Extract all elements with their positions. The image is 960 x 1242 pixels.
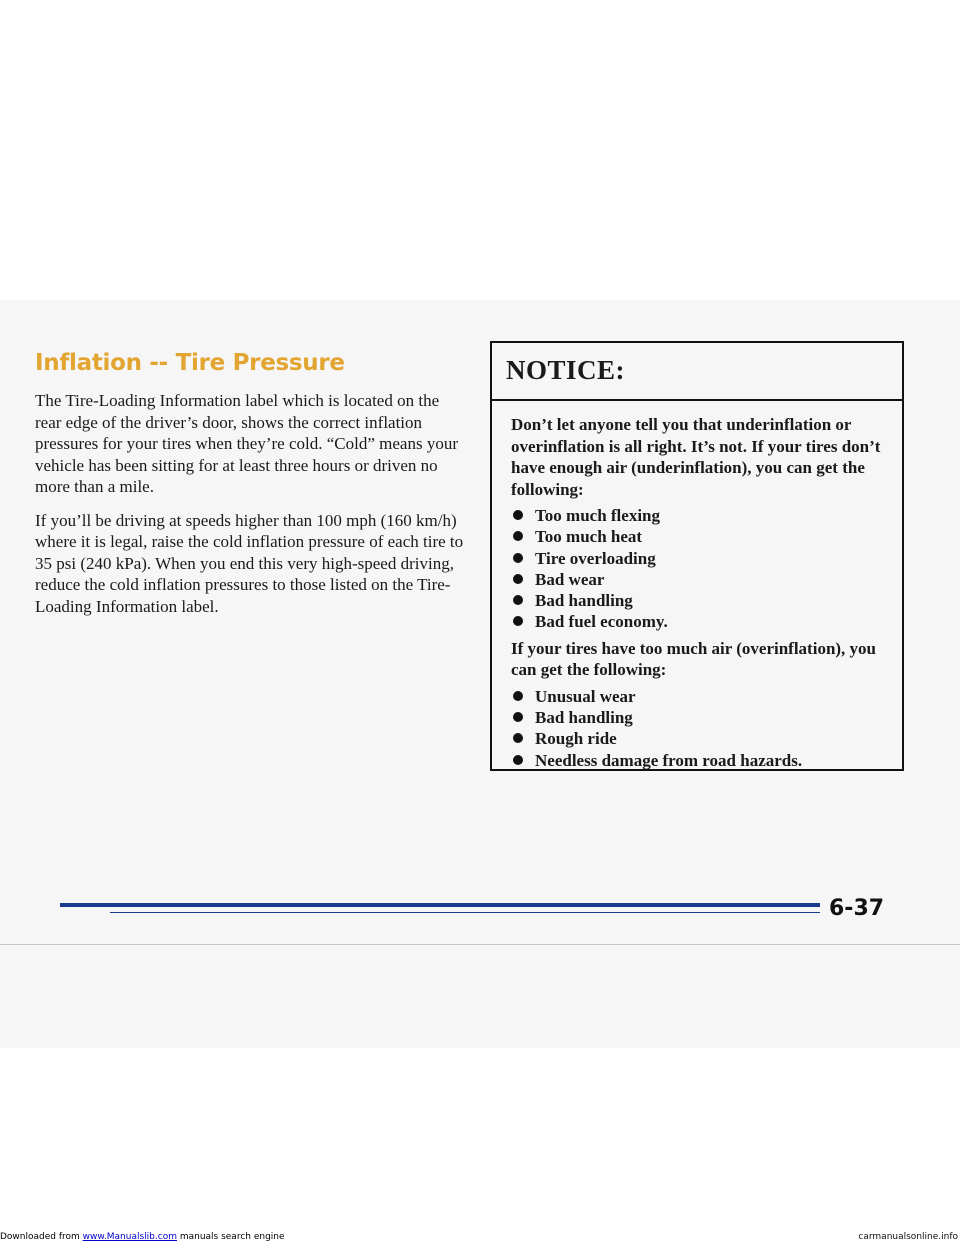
bullet-icon	[513, 595, 523, 605]
notice-box	[490, 341, 904, 771]
list-item-text: Unusual wear	[535, 686, 636, 706]
footer-suffix: manuals search engine	[176, 1232, 285, 1242]
list-item-text: Rough ride	[535, 729, 617, 749]
footer-rule-thick	[60, 903, 820, 907]
notice-intro: Don’t let anyone tell you that underinflation or overinflation is all right. It’s not. If your tires don’t have enough air (underinflation), you can get the following:	[511, 415, 881, 499]
list-item-text: Too much heat	[535, 527, 643, 547]
footer-left	[0, 1232, 285, 1242]
list-item	[511, 590, 886, 611]
bullet-icon	[513, 553, 523, 563]
over-list	[511, 686, 886, 771]
list-item-text: Needless damage from road hazards.	[535, 750, 803, 770]
page-number: 6-37	[829, 896, 885, 921]
divider	[0, 944, 960, 945]
section-heading: Inflation -- Tire Pressure	[35, 350, 345, 376]
list-item-text: Bad wear	[535, 569, 605, 589]
bullet-icon	[513, 574, 523, 584]
list-item	[511, 750, 886, 771]
notice-body	[492, 401, 902, 771]
notice-over-intro: If your tires have too much air (overinflation), you can get the following:	[511, 638, 877, 680]
bullet-icon	[513, 616, 523, 626]
list-item	[511, 505, 886, 526]
bullet-icon	[513, 531, 523, 541]
notice-title: NOTICE:	[492, 343, 902, 401]
under-list	[511, 505, 886, 633]
list-item-text: Bad fuel economy.	[535, 612, 668, 632]
list-item	[511, 569, 886, 590]
list-item-text: Bad handling	[535, 708, 633, 728]
list-item-text: Too much flexing	[535, 506, 661, 525]
body-text	[35, 390, 465, 629]
paragraph: The Tire-Loading Information label which is located on the rear edge of the driver’s door, shows the correct inflation pressures for your tires when they’re cold. “Cold” means your vehicle has been sitting for at least three hours or driven no more than a mile.	[35, 391, 458, 496]
footer-rule-thin	[110, 912, 820, 913]
download-footer	[0, 1232, 960, 1242]
paragraph: If you’ll be driving at speeds higher than 100 mph (160 km/h) where it is legal, raise the cold inflation pressure of each tire to 35 psi (240 kPa). When you end this very high-speed driving, reduce the cold inflation pressures to those listed on the Tire-Loading Information label.	[35, 510, 464, 616]
list-item	[511, 526, 886, 547]
list-item-text: Tire overloading	[535, 548, 656, 568]
bullet-icon	[513, 755, 523, 765]
bullet-icon	[513, 733, 523, 743]
bullet-icon	[513, 510, 523, 520]
list-item	[511, 686, 886, 707]
list-item	[511, 728, 886, 749]
list-item	[511, 707, 886, 728]
list-item	[511, 611, 886, 632]
manualslib-link[interactable]: www.Manualslib.com	[82, 1232, 177, 1242]
bullet-icon	[513, 691, 523, 701]
watermark-text: carmanualsonline.info	[858, 1232, 958, 1242]
footer-prefix: Downloaded from	[0, 1232, 83, 1242]
list-item	[511, 548, 886, 569]
list-item-text: Bad handling	[535, 591, 633, 611]
bullet-icon	[513, 712, 523, 722]
